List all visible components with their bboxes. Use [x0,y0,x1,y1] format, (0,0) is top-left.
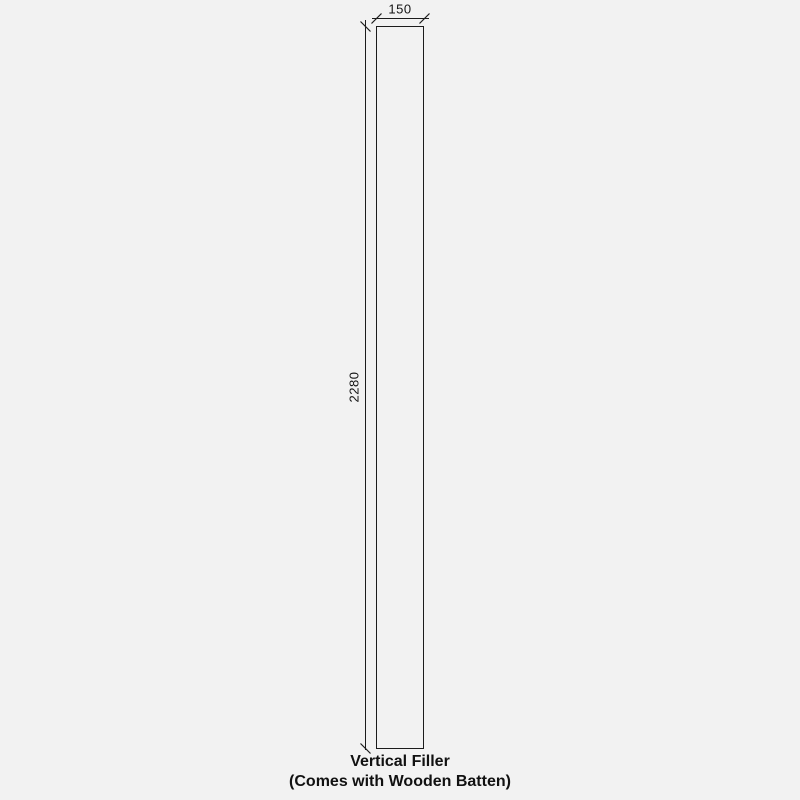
width-dimension-label: 150 [388,1,412,17]
diagram-caption [289,752,511,792]
filler-panel-outline [377,27,424,749]
caption-line-2: (Comes with Wooden Batten) [289,773,511,790]
height-dimension-label: 2280 [346,371,362,403]
caption-line-1: Vertical Filler [350,753,450,770]
